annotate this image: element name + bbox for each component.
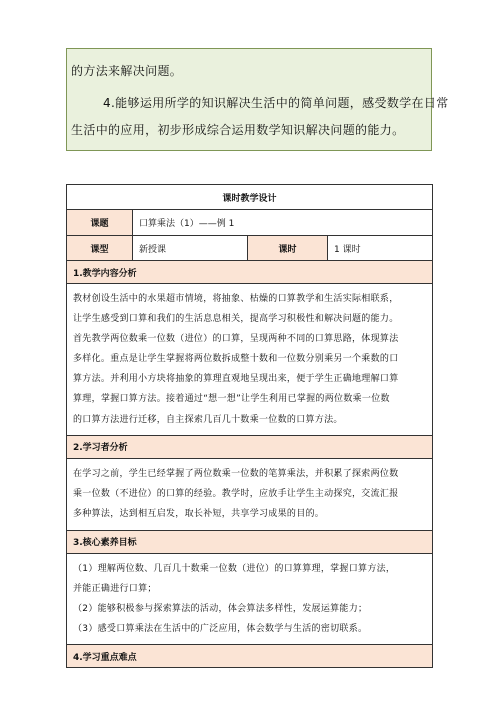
goals-line-3: 生活中的应用，初步形成综合运用数学知识解决问题的能力。 — [71, 123, 405, 137]
body-line: 让学生感受到口算和我们的生活息息相关，提高学习积极性和解决问题的能力。 — [73, 314, 399, 325]
body-line: 算理，掌握口算方法。接着通过“想一想”让学生利用已掌握的两位数乘一位数 — [73, 394, 390, 405]
type-label: 课型 — [67, 236, 133, 261]
body-line: 多样化。重点是让学生掌握将两位数拆成整十数和一位数分别乘另一个乘数的口 — [73, 354, 399, 365]
body-line: 首先教学两位数乘一位数（进位）的口算，呈现两种不同的口算思路，体现算法 — [73, 334, 399, 345]
goals-line-2: 4.能够运用所学的知识解决生活中的简单问题，感受数学在日常 — [103, 96, 449, 110]
section-body-learner-analysis — [67, 458, 433, 530]
table-title: 课时教学设计 — [67, 185, 433, 210]
section-body-core-literacy — [67, 553, 433, 644]
goals-line-1: 的方法来解决问题。 — [71, 64, 183, 78]
body-line: （2）能够积极参与探索算法的活动，体会算法多样性，发展运算能力； — [73, 603, 368, 614]
section-body-content-analysis — [67, 284, 433, 436]
section-heading-content-analysis: 1.教学内容分析 — [67, 261, 433, 284]
lesson-plan-table — [66, 184, 433, 668]
lesson-value: 口算乘法（1）——例 1 — [133, 210, 433, 236]
body-line: 算方法。并利用小方块将抽象的算理直观地呈现出来，便于学生正确地理解口算 — [73, 374, 399, 385]
body-line: （3）感受口算乘法在生活中的广泛应用，体会数学与生活的密切联系。 — [73, 623, 368, 634]
teaching-goals-box — [66, 48, 449, 151]
hours-value: 1 课时 — [328, 236, 433, 261]
lesson-label: 课题 — [67, 210, 133, 236]
hours-label: 课时 — [248, 236, 328, 261]
body-line: 的口算方法进行迁移，自主探索几百几十数乘一位数的口算方法。 — [73, 414, 343, 425]
body-line: 并能正确进行口算； — [73, 583, 157, 594]
section-heading-key-points: 4.学习重点难点 — [67, 645, 433, 668]
section-heading-learner-analysis: 2.学习者分析 — [67, 435, 433, 458]
body-line: 教材创设生活中的水果超市情境，将抽象、枯燥的口算教学和生活实际相联系， — [73, 294, 399, 304]
body-line: 在学习之前，学生已经掌握了两位数乘一位数的笔算乘法，并积累了探索两位数 — [73, 468, 399, 479]
body-line: （1）理解两位数、几百几十数乘一位数（进位）的口算算理，掌握口算方法， — [73, 563, 396, 574]
body-line: 乘一位数（不进位）的口算的经验。教学时，应放手让学生主动探究，交流汇报 — [73, 488, 399, 499]
section-heading-core-literacy: 3.核心素养目标 — [67, 530, 433, 553]
body-line: 多种算法，达到相互启发，取长补短，共享学习成果的目的。 — [73, 508, 325, 519]
type-value: 新授课 — [133, 236, 248, 261]
